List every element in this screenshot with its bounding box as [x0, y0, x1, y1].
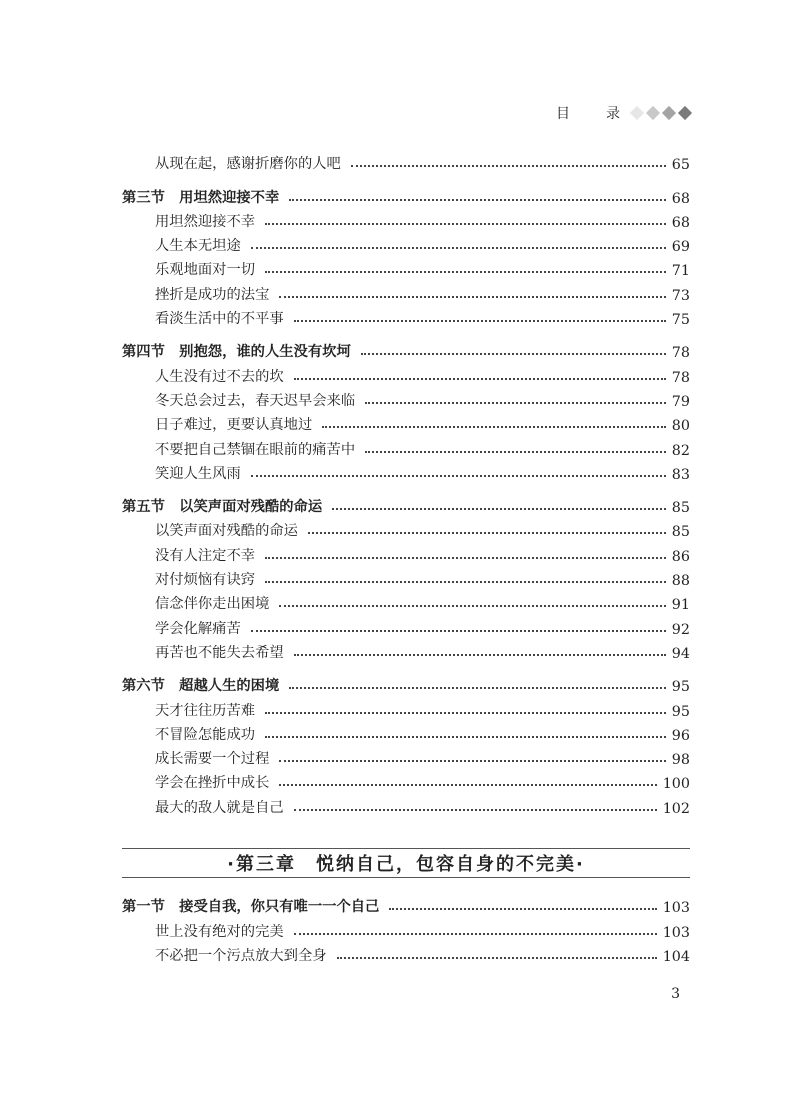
dot-leader — [251, 247, 666, 249]
toc-entry-page: 103 — [662, 900, 690, 917]
toc-entry-label: 不要把自己禁锢在眼前的痛苦中 — [155, 441, 356, 458]
toc-entry-page: 82 — [671, 442, 690, 459]
toc-entry[interactable] — [122, 304, 690, 328]
toc-entry-page: 85 — [671, 524, 690, 541]
toc-entry-page: 95 — [671, 703, 690, 720]
dot-leader — [294, 654, 666, 656]
toc-entry-label: 信念伴你走出困境 — [155, 596, 270, 613]
toc-entry[interactable] — [122, 941, 690, 965]
dot-leader — [322, 426, 666, 428]
toc-entry-label: 挫折是成功的法宝 — [155, 286, 270, 303]
dot-leader — [265, 712, 666, 714]
toc-entry[interactable] — [122, 565, 690, 589]
toc-section-entry[interactable] — [122, 182, 690, 206]
toc-entry-label: 没有人注定不幸 — [155, 547, 256, 564]
toc-section-entry[interactable] — [122, 337, 690, 361]
toc-entry-label: 学会在挫折中成长 — [155, 775, 270, 792]
diamond-icon — [630, 106, 644, 120]
dot-leader — [332, 508, 666, 510]
toc-entry[interactable] — [122, 540, 690, 564]
toc-entry-page: 71 — [671, 263, 690, 280]
diamond-icon — [646, 106, 660, 120]
toc-entry-label: 第三节 用坦然迎接不幸 — [122, 189, 280, 206]
toc-entry-page: 94 — [671, 645, 690, 662]
header-diamonds — [630, 108, 692, 118]
toc-entry[interactable] — [122, 255, 690, 279]
toc-entry-label: 成长需要一个过程 — [155, 751, 270, 768]
toc-entry[interactable] — [122, 459, 690, 483]
section-gap — [122, 662, 690, 671]
toc-entry-page: 103 — [662, 924, 690, 941]
toc-section-entry[interactable] — [122, 492, 690, 516]
dot-leader — [308, 532, 666, 534]
toc-entry-page: 69 — [671, 239, 690, 256]
toc-entry-page: 68 — [671, 214, 690, 231]
dot-leader — [251, 630, 666, 632]
toc-entry[interactable] — [122, 149, 690, 173]
dot-leader — [365, 451, 666, 453]
toc-entry[interactable] — [122, 516, 690, 540]
dot-leader — [265, 581, 666, 583]
toc-entry[interactable] — [122, 231, 690, 255]
toc-entry-page: 88 — [671, 573, 690, 590]
toc-entry-label: 乐观地面对一切 — [155, 262, 256, 279]
header-lu: 录 — [606, 106, 620, 122]
toc-entry[interactable] — [122, 613, 690, 637]
toc-entry-page: 80 — [671, 418, 690, 435]
dot-leader — [251, 475, 666, 477]
toc-entry-page: 96 — [671, 727, 690, 744]
toc-entry-page: 86 — [671, 548, 690, 565]
chapter-title: ·第三章 悦纳自己，包容自身的不完美· — [227, 854, 585, 875]
dot-leader — [294, 933, 657, 935]
toc-entry-page: 100 — [662, 776, 690, 793]
toc-entry-label: 笑迎人生风雨 — [155, 465, 241, 482]
dot-leader — [279, 760, 665, 762]
dot-leader — [265, 557, 666, 559]
toc-entry[interactable] — [122, 768, 690, 792]
toc-entry[interactable] — [122, 792, 690, 816]
toc-entry[interactable] — [122, 386, 690, 410]
running-header — [556, 103, 692, 123]
toc-entry-label: 从现在起，感谢折磨你的人吧 — [155, 156, 341, 173]
toc-entry[interactable] — [122, 720, 690, 744]
toc-entry-page: 79 — [671, 393, 690, 410]
toc-entry-page: 65 — [671, 157, 690, 174]
toc-entry-label: 日子难过，更要认真地过 — [155, 417, 313, 434]
toc-entry-label: 天才往往历苦难 — [155, 702, 256, 719]
toc-entry-label: 用坦然迎接不幸 — [155, 213, 256, 230]
dot-leader — [337, 957, 657, 959]
toc-entry-label: 对付烦恼有诀窍 — [155, 572, 256, 589]
toc-section-entry[interactable] — [122, 671, 690, 695]
toc-entry-page: 95 — [671, 679, 690, 696]
toc-entry-label: 人生本无坦途 — [155, 238, 241, 255]
toc-entry[interactable] — [122, 589, 690, 613]
toc-entry-page: 68 — [671, 190, 690, 207]
dot-leader — [294, 320, 666, 322]
toc-entry-page: 85 — [671, 500, 690, 517]
toc-entry-label: 第五节 以笑声面对残酷的命运 — [122, 499, 323, 516]
dot-leader — [389, 908, 656, 910]
toc-entry-page: 83 — [671, 466, 690, 483]
dot-leader — [265, 223, 666, 225]
toc-entry[interactable] — [122, 207, 690, 231]
diamond-icon — [662, 106, 676, 120]
header-mu: 目 — [556, 106, 570, 122]
dot-leader — [289, 199, 666, 201]
toc-entry[interactable] — [122, 410, 690, 434]
toc-entry-label: 第四节 别抱怨，谁的人生没有坎坷 — [122, 344, 351, 361]
toc-entry-page: 78 — [671, 345, 690, 362]
chapter-heading — [122, 848, 690, 878]
toc-entry-label: 第一节 接受自我，你只有唯一一个自己 — [122, 899, 380, 916]
dot-leader — [294, 809, 657, 811]
dot-leader — [265, 736, 666, 738]
toc-entry[interactable] — [122, 434, 690, 458]
toc-entry[interactable] — [122, 695, 690, 719]
toc-entry-page: 92 — [671, 621, 690, 638]
dot-leader — [265, 271, 666, 273]
toc-section-entry[interactable] — [122, 892, 690, 916]
toc-entry[interactable] — [122, 744, 690, 768]
toc-entry-label: 看淡生活中的不平事 — [155, 311, 284, 328]
toc-entry-label: 第六节 超越人生的困境 — [122, 678, 280, 695]
toc-entry-page: 98 — [671, 752, 690, 769]
dot-leader — [279, 296, 665, 298]
toc-entry-page: 73 — [671, 287, 690, 304]
toc-entry[interactable] — [122, 279, 690, 303]
toc-entry-page: 104 — [662, 948, 690, 965]
dot-leader — [289, 687, 666, 689]
page-number: 3 — [671, 986, 680, 1002]
toc-entry-page: 78 — [671, 369, 690, 386]
toc-entry-label: 不必把一个污点放大到全身 — [155, 947, 327, 964]
dot-leader — [351, 165, 666, 167]
toc-entry-label: 人生没有过不去的坎 — [155, 368, 284, 385]
dot-leader — [365, 402, 666, 404]
toc-entry-label: 最大的敌人就是自己 — [155, 799, 284, 816]
section-gap — [122, 483, 690, 492]
toc-entry-page: 91 — [671, 597, 690, 614]
diamond-icon — [678, 106, 692, 120]
section-gap — [122, 328, 690, 337]
toc-list-bottom — [122, 892, 690, 965]
toc-entry-label: 不冒险怎能成功 — [155, 726, 256, 743]
toc-entry-page: 75 — [671, 312, 690, 329]
dot-leader — [279, 784, 656, 786]
dot-leader — [294, 378, 666, 380]
dot-leader — [361, 353, 666, 355]
toc-entry-label: 冬天总会过去，春天迟早会来临 — [155, 392, 356, 409]
toc-entry-label: 再苦也不能失去希望 — [155, 644, 284, 661]
toc-entry-page: 102 — [662, 800, 690, 817]
toc-entry[interactable] — [122, 916, 690, 940]
toc-entry-label: 以笑声面对残酷的命运 — [155, 523, 298, 540]
toc-list-top — [122, 149, 690, 817]
toc-entry[interactable] — [122, 638, 690, 662]
section-gap — [122, 173, 690, 182]
toc-entry-label: 学会化解痛苦 — [155, 620, 241, 637]
toc-entry-label: 世上没有绝对的完美 — [155, 923, 284, 940]
dot-leader — [279, 605, 665, 607]
toc-entry[interactable] — [122, 361, 690, 385]
